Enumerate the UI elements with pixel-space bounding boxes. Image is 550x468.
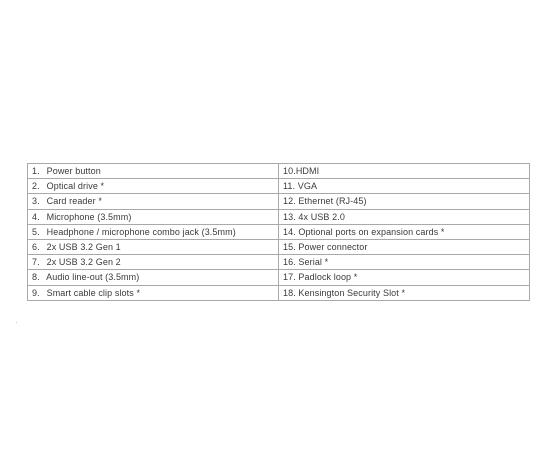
item-number: 9. bbox=[32, 287, 40, 298]
legend-cell bbox=[28, 255, 279, 270]
item-number: 8. bbox=[32, 272, 40, 283]
table-row bbox=[28, 194, 530, 209]
item-label: VGA bbox=[297, 181, 318, 192]
item-label: Headphone / microphone combo jack (3.5mm) bbox=[46, 226, 236, 237]
legend-cell bbox=[28, 179, 279, 194]
item-number: 16. bbox=[283, 257, 296, 268]
item-label: Smart cable clip slots * bbox=[46, 287, 141, 298]
item-label: 2x USB 3.2 Gen 2 bbox=[46, 257, 121, 268]
legend-cell bbox=[28, 164, 279, 179]
legend-cell bbox=[28, 285, 279, 300]
item-number: 18. bbox=[283, 287, 296, 298]
legend-cell bbox=[279, 224, 530, 239]
legend-cell bbox=[28, 209, 279, 224]
item-label: Power connector bbox=[298, 242, 368, 253]
item-number: 5. bbox=[32, 226, 40, 237]
item-label: Power button bbox=[46, 166, 101, 177]
table-row bbox=[28, 255, 530, 270]
table-row bbox=[28, 224, 530, 239]
item-label: Card reader * bbox=[46, 196, 102, 207]
item-number: 10. bbox=[283, 166, 296, 177]
legend-cell bbox=[28, 194, 279, 209]
item-number: 7. bbox=[32, 257, 40, 268]
item-label: Optical drive * bbox=[46, 181, 105, 192]
table-row bbox=[28, 285, 530, 300]
item-label: HDMI bbox=[295, 166, 320, 177]
item-number: 3. bbox=[32, 196, 40, 207]
item-number: 15. bbox=[283, 242, 296, 253]
legend-cell bbox=[28, 239, 279, 254]
stray-mark bbox=[16, 322, 17, 323]
item-label: Kensington Security Slot * bbox=[298, 287, 406, 298]
legend-cell bbox=[28, 270, 279, 285]
item-number: 6. bbox=[32, 242, 40, 253]
item-number: 13. bbox=[283, 211, 296, 222]
item-label: Serial * bbox=[298, 257, 329, 268]
legend-cell bbox=[279, 270, 530, 285]
item-label: Audio line-out (3.5mm) bbox=[46, 272, 140, 283]
item-number: 14. bbox=[283, 226, 296, 237]
item-label: Padlock loop * bbox=[298, 272, 358, 283]
item-number: 1. bbox=[32, 166, 40, 177]
legend-cell bbox=[279, 239, 530, 254]
item-label: Ethernet (RJ-45) bbox=[298, 196, 367, 207]
item-number: 12. bbox=[283, 196, 296, 207]
table-row bbox=[28, 239, 530, 254]
item-label: Optional ports on expansion cards * bbox=[298, 226, 445, 237]
legend-cell bbox=[279, 209, 530, 224]
item-label: 4x USB 2.0 bbox=[298, 211, 345, 222]
legend-cell bbox=[279, 179, 530, 194]
item-number: 11. bbox=[283, 181, 296, 192]
table-row bbox=[28, 164, 530, 179]
item-label: 2x USB 3.2 Gen 1 bbox=[46, 242, 121, 253]
table-row bbox=[28, 209, 530, 224]
table-row bbox=[28, 179, 530, 194]
legend-cell bbox=[279, 164, 530, 179]
legend-cell bbox=[279, 285, 530, 300]
legend-cell bbox=[28, 224, 279, 239]
item-number: 2. bbox=[32, 181, 40, 192]
ports-legend-table bbox=[27, 163, 530, 301]
item-number: 4. bbox=[32, 211, 40, 222]
legend-cell bbox=[279, 255, 530, 270]
item-number: 17. bbox=[283, 272, 296, 283]
legend-cell bbox=[279, 194, 530, 209]
table-row bbox=[28, 270, 530, 285]
item-label: Microphone (3.5mm) bbox=[46, 211, 132, 222]
